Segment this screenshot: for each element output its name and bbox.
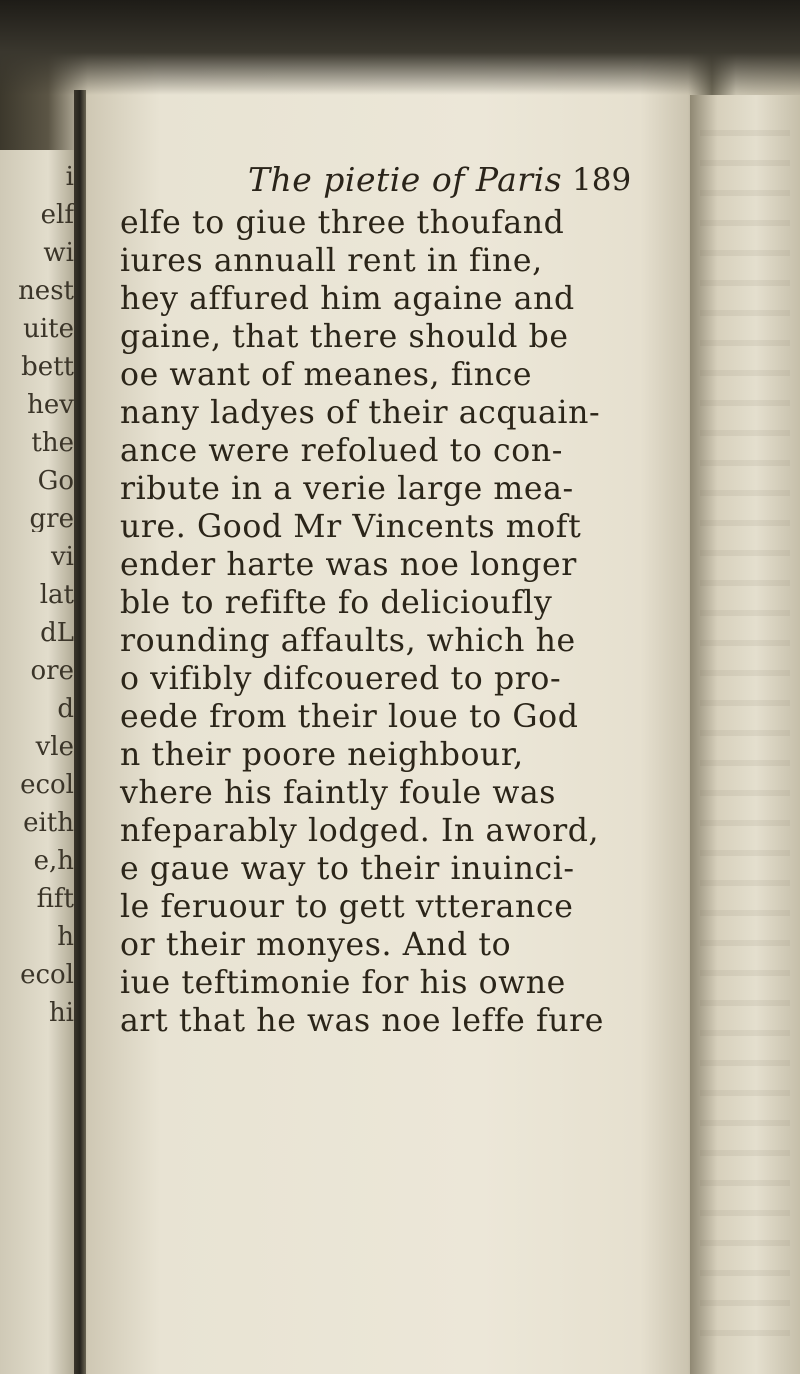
- facing-fragment: gre: [29, 506, 74, 532]
- facing-fragment: ore: [30, 658, 74, 684]
- facing-fragment: bett: [21, 354, 74, 380]
- text-line: ance were refolued to con-: [120, 433, 563, 469]
- text-line: hey affured him againe and: [120, 281, 575, 317]
- text-line: nfeparably lodged. In aword,: [120, 813, 600, 849]
- text-line: e gaue way to their inuinci-: [120, 851, 575, 887]
- facing-fragment: e,h: [33, 848, 74, 874]
- facing-fragment: elf: [40, 202, 74, 228]
- text-line: elfe to giue three thoufand: [120, 205, 565, 241]
- facing-fragment: eith: [23, 810, 74, 836]
- text-line: ribute in a verie large mea-: [120, 471, 574, 507]
- facing-fragment: the: [31, 430, 74, 456]
- facing-fragment: hev: [27, 392, 74, 418]
- facing-fragment: nest: [18, 278, 74, 304]
- text-line: ender harte was noe longer: [120, 547, 577, 583]
- page-number: 189: [572, 162, 632, 198]
- text-line: nany ladyes of their acquain-: [120, 395, 601, 431]
- facing-fragment: uite: [23, 316, 74, 342]
- bleed-through: [700, 130, 790, 1360]
- text-line: n their poore neighbour,: [120, 737, 524, 773]
- text-line: iue teftimonie for his owne: [120, 965, 566, 1001]
- text-line: gaine, that there should be: [120, 319, 569, 355]
- facing-fragment: i: [65, 164, 74, 190]
- facing-fragment: ecol: [20, 772, 74, 798]
- text-line: o vifibly difcouered to pro-: [120, 661, 562, 697]
- text-line: ure. Good Mr Vincents moft: [120, 509, 582, 545]
- facing-fragment: dL: [40, 620, 74, 646]
- facing-fragment: vle: [35, 734, 74, 760]
- facing-fragment: lat: [39, 582, 74, 608]
- text-line: oe want of meanes, fince: [120, 357, 533, 393]
- facing-fragment: ecol: [20, 962, 74, 988]
- facing-fragment: hi: [48, 1000, 74, 1026]
- facing-fragment: Go: [37, 468, 74, 494]
- text-line: eede from their loue to God: [120, 699, 579, 735]
- text-line: le feruour to gett vtterance: [120, 889, 574, 925]
- facing-fragment: wi: [43, 240, 74, 266]
- text-line: rounding affaults, which he: [120, 623, 576, 659]
- book-gutter: [74, 90, 86, 1374]
- facing-fragment: fift: [36, 886, 74, 912]
- text-line: art that he was noe leffe fure: [120, 1003, 605, 1039]
- facing-page-strip: [0, 150, 80, 1374]
- text-line: or their monyes. And to: [120, 927, 512, 963]
- text-line: iures annuall rent in fine,: [120, 243, 543, 279]
- text-line: ble to refifte fo delicioufly: [120, 585, 553, 621]
- text-line: vhere his faintly foule was: [120, 775, 557, 811]
- top-shadow: [0, 0, 800, 95]
- facing-fragment: vi: [50, 544, 74, 570]
- running-title: The pietie of Paris: [248, 160, 563, 199]
- printed-page: [88, 150, 688, 1374]
- facing-fragment: d: [57, 696, 74, 722]
- facing-fragment: h: [57, 924, 74, 950]
